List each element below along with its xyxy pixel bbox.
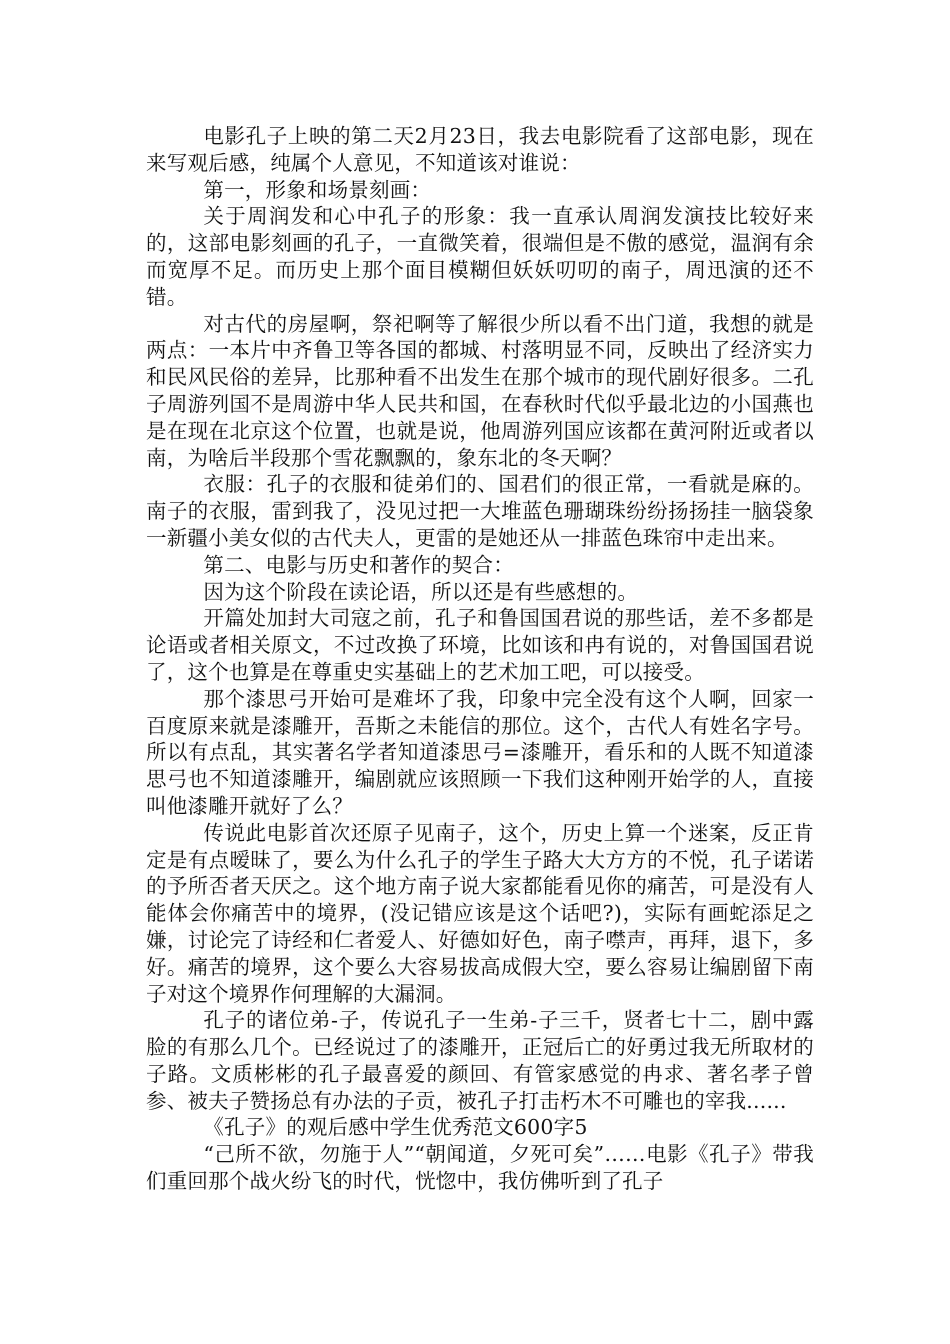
section-heading: 第二、电影与历史和著作的契合： [203,552,514,577]
paragraph: 孔子的诸位弟-子，传说孔子一生弟-子三千，贤者七十二，剧中露脸的有那么几个。已经说过了的漆雕开，正冠后亡的好勇过我无所取材的子路。文质彬彬的孔子最喜爱的颜回、有管家感觉的冉求、著名孝子曾参、被夫子赞扬总有办法的子贡，被孔子打击朽木不可雕也的宰我...... [146,1008,814,1113]
section-heading: 第一，形象和场景刻画： [203,177,432,202]
paragraph: “己所不欲，勿施于人”“朝闻道，夕死可矣”……电影《孔子》带我们重回那个战火纷飞的时代，恍惚中，我仿佛听到了孔子 [146,1142,814,1194]
paragraph: 传说此电影首次还原子见南子，这个，历史上算一个迷案，反正肯定是有点暧昧了，要么为什么孔子的学生子路大大方方的不悦，孔子诺诺的予所否者天厌之。这个地方南子说大家都能看见你的痛苦，可是没有人能体会你痛苦中的境界，(没记错应该是这个话吧?)，实际有画蛇添足之嫌，讨论完了诗经和仁者爱人、好德如好色，南子噤声，再拜，退下，多好。痛苦的境界，这个要么大容易拔高成假大空，要么容易让编剧留下南子对这个境界作何理解的大漏洞。 [146,820,814,1006]
paragraph: 关于周润发和心中孔子的形象：我一直承认周润发演技比较好来的，这部电影刻画的孔子，一直微笑着，很端但是不傲的感觉，温润有余而宽厚不足。而历史上那个面目模糊但妖妖叨叨的南子，周迅演的还不错。 [146,204,814,309]
article-title: 《孔子》的观后感中学生优秀范文600字5 [203,1115,588,1140]
paragraph: 开篇处加封大司寇之前，孔子和鲁国国君说的那些话，差不多都是论语或者相关原文，不过改换了环境，比如该和冉有说的，对鲁国国君说了，这个也算是在尊重史实基础上的艺术加工吧，可以接受。 [146,606,814,684]
paragraph: 因为这个阶段在读论语，所以还是有些感想的。 [203,579,639,604]
document-body [146,123,814,1195]
paragraph: 电影孔子上映的第二天2月23日，我去电影院看了这部电影，现在来写观后感，纯属个人意见，不知道该对谁说： [146,124,814,175]
paragraph: 衣服：孔子的衣服和徒弟们的、国君们的很正常，一看就是麻的。南子的衣服，雷到我了，没见过把一大堆蓝色珊瑚珠纷纷扬扬挂一脑袋象一新疆小美女似的古代夫人，更雷的是她还从一排蓝色珠帘中走出来。 [146,472,814,550]
paragraph: 那个漆思弓开始可是难坏了我，印象中完全没有这个人啊，回家一百度原来就是漆雕开，吾斯之未能信的那位。这个，古代人有姓名字号。所以有点乱，其实著名学者知道漆思弓=漆雕开，看乐和的人既不知道漆思弓也不知道漆雕开，编剧就应该照顾一下我们这种刚开始学的人，直接叫他漆雕开就好了么？ [146,686,814,818]
paragraph: 对古代的房屋啊，祭祀啊等了解很少所以看不出门道，我想的就是两点：一本片中齐鲁卫等各国的都城、村落明显不同，反映出了经济实力和民风民俗的差异，比那种看不出发生在那个城市的现代剧好很多。二孔子周游列国不是周游中华人民共和国，在春秋时代似乎最北边的小国燕也是在现在北京这个位置，也就是说，他周游列国应该都在黄河附近或者以南，为啥后半段那个雪花飘飘的，象东北的冬天啊？ [146,311,814,470]
